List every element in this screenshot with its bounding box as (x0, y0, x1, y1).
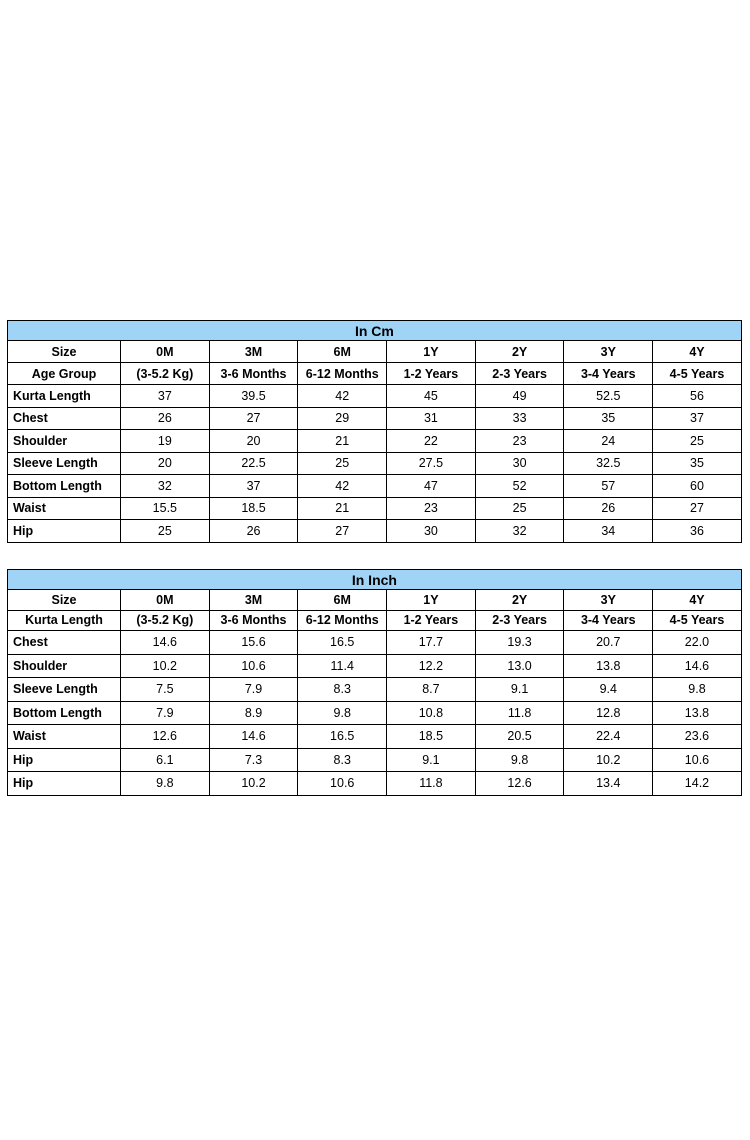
measurement-value: 20.7 (564, 631, 653, 655)
age-group-cell: 3-6 Months (209, 363, 298, 385)
measurement-value: 18.5 (387, 725, 476, 749)
measurement-value: 9.8 (298, 701, 387, 725)
measurement-value: 13.8 (564, 654, 653, 678)
table-row (8, 701, 742, 725)
measurement-value: 26 (209, 520, 298, 543)
measurement-value: 34 (564, 520, 653, 543)
age-group-row (8, 363, 742, 385)
measurement-value: 30 (387, 520, 476, 543)
size-header-cell: 3M (209, 590, 298, 611)
table-row (8, 654, 742, 678)
size-header-cell: 2Y (475, 590, 564, 611)
table-row (8, 475, 742, 498)
age-group-cell: 4-5 Years (653, 363, 742, 385)
measurement-value: 42 (298, 475, 387, 498)
measurement-value: 11.8 (387, 772, 476, 796)
size-header-cell: 3M (209, 341, 298, 363)
size-header-cell: 1Y (387, 590, 476, 611)
table-row (8, 725, 742, 749)
measurement-value: 19 (121, 430, 210, 453)
measurement-value: 13.0 (475, 654, 564, 678)
measurement-value: 14.6 (653, 654, 742, 678)
measurement-value: 10.6 (298, 772, 387, 796)
measurement-value: 30 (475, 452, 564, 475)
measurement-value: 20 (209, 430, 298, 453)
measurement-label: Shoulder (8, 654, 121, 678)
measurement-value: 60 (653, 475, 742, 498)
measurement-value: 10.2 (564, 748, 653, 772)
measurement-label: Chest (8, 631, 121, 655)
measurement-value: 9.1 (387, 748, 476, 772)
measurement-value: 23 (475, 430, 564, 453)
measurement-value: 11.8 (475, 701, 564, 725)
measurement-value: 22.5 (209, 452, 298, 475)
age-group-cell: 3-4 Years (564, 363, 653, 385)
measurement-value: 13.4 (564, 772, 653, 796)
measurement-value: 13.8 (653, 701, 742, 725)
age-group-label: Kurta Length (8, 610, 121, 631)
measurement-label: Waist (8, 725, 121, 749)
measurement-value: 35 (653, 452, 742, 475)
age-group-cell: 3-6 Months (209, 610, 298, 631)
measurement-value: 37 (209, 475, 298, 498)
age-group-cell: 3-4 Years (564, 610, 653, 631)
measurement-value: 12.8 (564, 701, 653, 725)
size-header-label: Size (8, 341, 121, 363)
measurement-value: 16.5 (298, 725, 387, 749)
measurement-value: 10.6 (209, 654, 298, 678)
measurement-value: 7.9 (209, 678, 298, 702)
measurement-value: 8.9 (209, 701, 298, 725)
measurement-value: 23 (387, 497, 476, 520)
size-header-row (8, 341, 742, 363)
measurement-value: 18.5 (209, 497, 298, 520)
measurement-value: 7.9 (121, 701, 210, 725)
measurement-value: 20.5 (475, 725, 564, 749)
measurement-value: 22 (387, 430, 476, 453)
age-group-cell: (3-5.2 Kg) (121, 363, 210, 385)
age-group-cell: 1-2 Years (387, 363, 476, 385)
measurement-label: Shoulder (8, 430, 121, 453)
measurement-value: 35 (564, 407, 653, 430)
measurement-value: 7.5 (121, 678, 210, 702)
age-group-cell: 4-5 Years (653, 610, 742, 631)
size-header-cell: 4Y (653, 341, 742, 363)
measurement-value: 14.6 (121, 631, 210, 655)
size-header-row (8, 590, 742, 611)
table-row (8, 520, 742, 543)
measurement-value: 19.3 (475, 631, 564, 655)
measurement-value: 22.0 (653, 631, 742, 655)
measurement-value: 15.5 (121, 497, 210, 520)
measurement-value: 47 (387, 475, 476, 498)
measurement-value: 14.2 (653, 772, 742, 796)
measurement-value: 12.2 (387, 654, 476, 678)
size-chart-cm-table (7, 320, 742, 543)
measurement-label: Hip (8, 520, 121, 543)
measurement-value: 25 (121, 520, 210, 543)
measurement-label: Hip (8, 748, 121, 772)
age-group-label: Age Group (8, 363, 121, 385)
measurement-value: 31 (387, 407, 476, 430)
measurement-value: 49 (475, 385, 564, 408)
size-header-cell: 6M (298, 341, 387, 363)
measurement-label: Bottom Length (8, 701, 121, 725)
age-group-row (8, 610, 742, 631)
measurement-value: 10.2 (209, 772, 298, 796)
table-row (8, 772, 742, 796)
measurement-value: 8.3 (298, 678, 387, 702)
measurement-value: 16.5 (298, 631, 387, 655)
measurement-value: 21 (298, 497, 387, 520)
table-row (8, 631, 742, 655)
measurement-value: 21 (298, 430, 387, 453)
measurement-value: 37 (121, 385, 210, 408)
table-row (8, 407, 742, 430)
measurement-value: 29 (298, 407, 387, 430)
table-row (8, 430, 742, 453)
table-row (8, 678, 742, 702)
measurement-value: 39.5 (209, 385, 298, 408)
size-header-cell: 1Y (387, 341, 476, 363)
measurement-value: 37 (653, 407, 742, 430)
age-group-cell: 6-12 Months (298, 610, 387, 631)
measurement-value: 12.6 (121, 725, 210, 749)
measurement-value: 9.8 (121, 772, 210, 796)
measurement-label: Chest (8, 407, 121, 430)
measurement-label: Sleeve Length (8, 452, 121, 475)
age-group-cell: 1-2 Years (387, 610, 476, 631)
size-chart-inch-table (7, 569, 742, 796)
measurement-value: 12.6 (475, 772, 564, 796)
measurement-label: Kurta Length (8, 385, 121, 408)
size-header-cell: 4Y (653, 590, 742, 611)
measurement-value: 25 (298, 452, 387, 475)
measurement-value: 6.1 (121, 748, 210, 772)
measurement-value: 32 (475, 520, 564, 543)
size-header-cell: 3Y (564, 341, 653, 363)
measurement-value: 56 (653, 385, 742, 408)
measurement-label: Waist (8, 497, 121, 520)
measurement-value: 10.2 (121, 654, 210, 678)
age-group-cell: (3-5.2 Kg) (121, 610, 210, 631)
measurement-value: 33 (475, 407, 564, 430)
measurement-value: 26 (564, 497, 653, 520)
measurement-value: 57 (564, 475, 653, 498)
measurement-value: 45 (387, 385, 476, 408)
table-row (8, 452, 742, 475)
size-header-cell: 0M (121, 341, 210, 363)
measurement-label: Sleeve Length (8, 678, 121, 702)
measurement-value: 17.7 (387, 631, 476, 655)
table-title-row (8, 321, 742, 341)
measurement-value: 52.5 (564, 385, 653, 408)
measurement-value: 9.4 (564, 678, 653, 702)
measurement-value: 27 (209, 407, 298, 430)
measurement-value: 22.4 (564, 725, 653, 749)
measurement-value: 7.3 (209, 748, 298, 772)
age-group-cell: 6-12 Months (298, 363, 387, 385)
measurement-value: 27.5 (387, 452, 476, 475)
table-title-row (8, 570, 742, 590)
measurement-value: 8.3 (298, 748, 387, 772)
size-header-cell: 3Y (564, 590, 653, 611)
measurement-value: 10.8 (387, 701, 476, 725)
measurement-value: 36 (653, 520, 742, 543)
table-title: In Cm (8, 321, 742, 341)
measurement-value: 25 (653, 430, 742, 453)
measurement-value: 27 (298, 520, 387, 543)
measurement-value: 15.6 (209, 631, 298, 655)
measurement-value: 20 (121, 452, 210, 475)
size-header-cell: 2Y (475, 341, 564, 363)
size-header-cell: 0M (121, 590, 210, 611)
measurement-value: 42 (298, 385, 387, 408)
table-row (8, 385, 742, 408)
measurement-value: 9.1 (475, 678, 564, 702)
table-row (8, 497, 742, 520)
measurement-value: 24 (564, 430, 653, 453)
age-group-cell: 2-3 Years (475, 610, 564, 631)
size-header-cell: 6M (298, 590, 387, 611)
measurement-value: 25 (475, 497, 564, 520)
measurement-value: 14.6 (209, 725, 298, 749)
age-group-cell: 2-3 Years (475, 363, 564, 385)
measurement-label: Hip (8, 772, 121, 796)
size-header-label: Size (8, 590, 121, 611)
measurement-value: 11.4 (298, 654, 387, 678)
measurement-value: 10.6 (653, 748, 742, 772)
measurement-value: 23.6 (653, 725, 742, 749)
table-row (8, 748, 742, 772)
measurement-value: 9.8 (475, 748, 564, 772)
measurement-value: 8.7 (387, 678, 476, 702)
measurement-value: 52 (475, 475, 564, 498)
measurement-value: 27 (653, 497, 742, 520)
table-title: In Inch (8, 570, 742, 590)
measurement-value: 9.8 (653, 678, 742, 702)
measurement-value: 32.5 (564, 452, 653, 475)
measurement-value: 32 (121, 475, 210, 498)
measurement-value: 26 (121, 407, 210, 430)
measurement-label: Bottom Length (8, 475, 121, 498)
